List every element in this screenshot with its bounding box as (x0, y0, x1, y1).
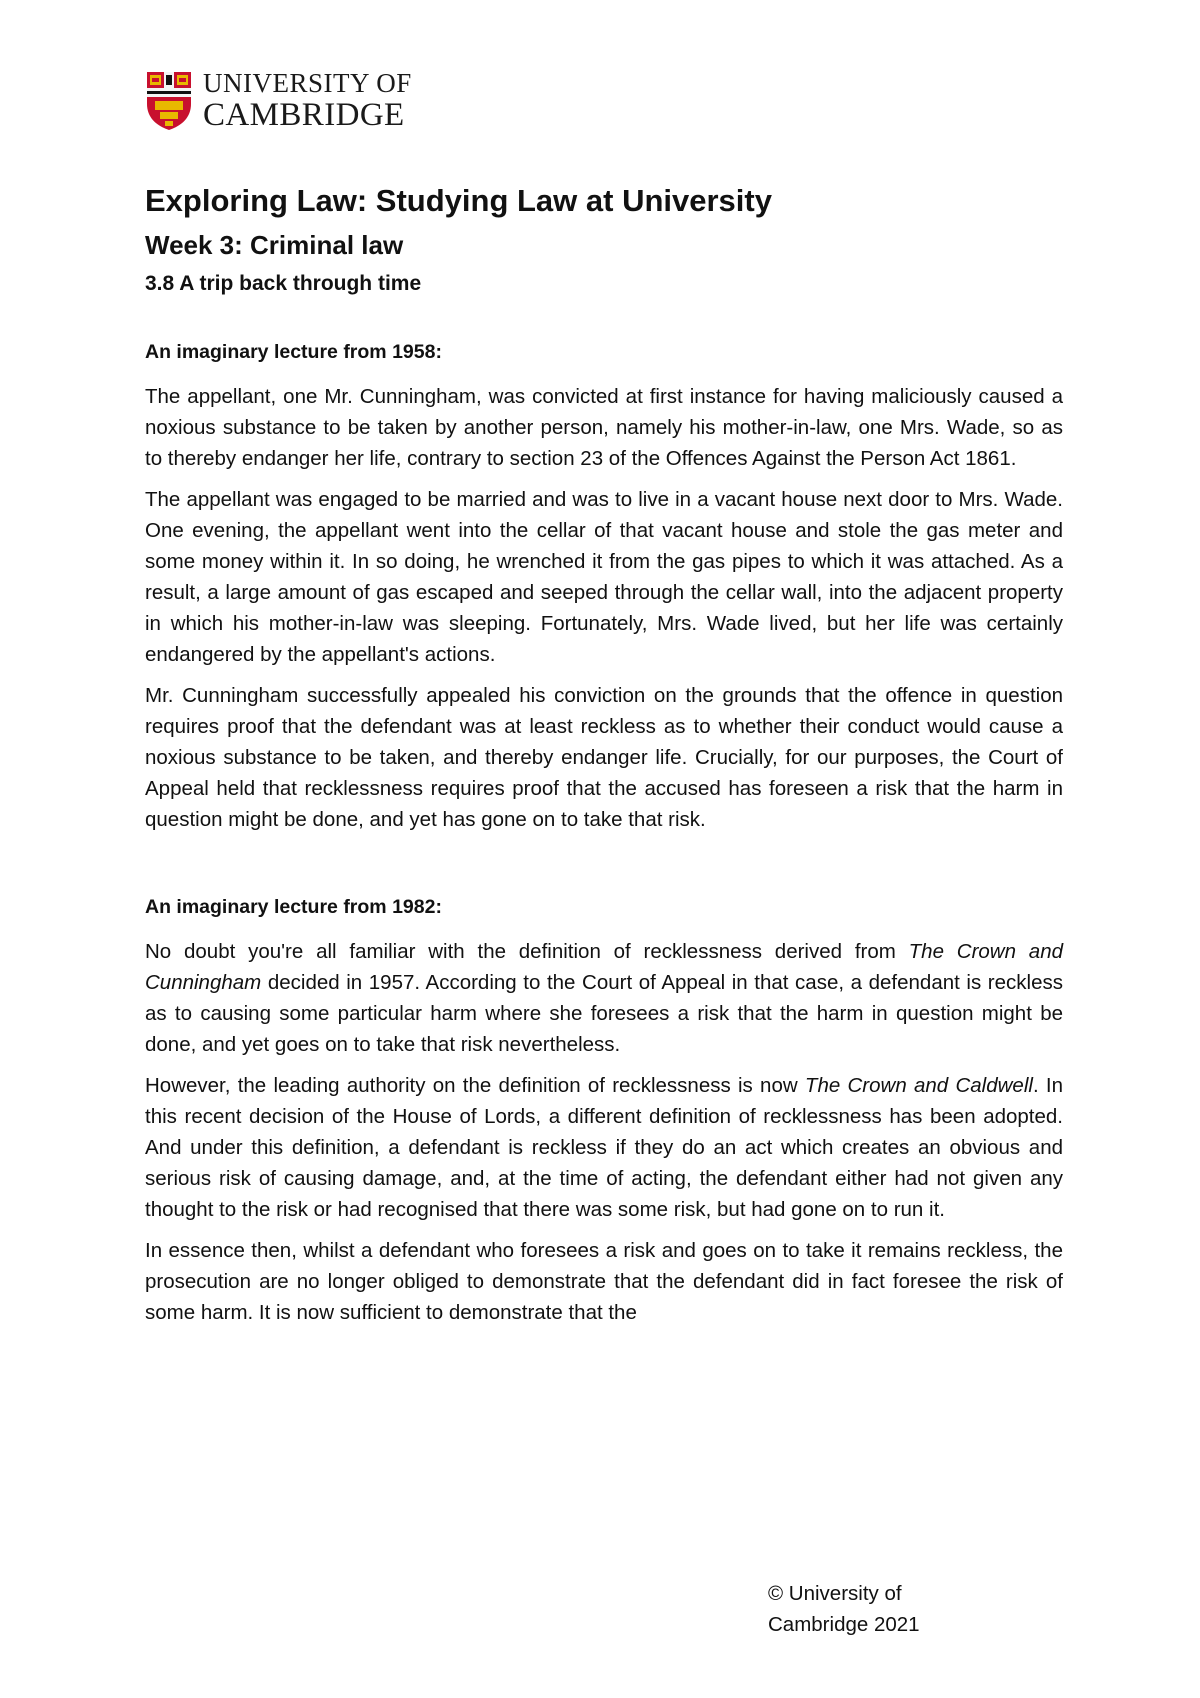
cambridge-shield-icon (145, 70, 193, 132)
logo-wordmark (203, 70, 412, 132)
lecture-1958-paragraph-1: The appellant, one Mr. Cunningham, was convicted at first instance for having maliciously caused a noxious substance to be taken by another person, namely his mother-in-law, one Mrs. Wade, so as to thereby endanger her life, contrary to section 23 of the Offences Against the Person Act 1861. (145, 385, 1063, 471)
section-title: 3.8 A trip back through time (145, 271, 422, 295)
footer-line-1: © University of (768, 1582, 902, 1605)
logo-line-university: UNIVERSITY OF (203, 68, 412, 98)
paragraph-text: . In this recent decision of the House of Lords, a different definition of recklessness has been adopted. And under this definition, a defendant is reckless if they do an act which creates an obvious and serious risk of causing damage, and, at the time of acting, the defendant either had not given any thought to the risk or had recognised that there was some risk, but had gone on to run it. (145, 1074, 1064, 1222)
lecture-1958-heading: An imaginary lecture from 1958: (145, 340, 442, 363)
document-body (145, 182, 1063, 1338)
section-spacer (145, 845, 1063, 893)
paragraph-text: No doubt you're all familiar with the definition of recklessness derived from (145, 940, 909, 964)
lecture-1982-heading: An imaginary lecture from 1982: (145, 896, 442, 919)
footer-line-2: Cambridge 2021 (768, 1613, 920, 1636)
course-title: Exploring Law: Studying Law at University (145, 183, 772, 218)
lecture-1958-paragraph-2: The appellant was engaged to be married and was to live in a vacant house next door to Mrs. Wade. One evening, the appellant went into the cellar of that vacant house and stole the gas meter and some money within it. In so doing, he wrenched it from the gas pipes to which it was attached. As a result, a large amount of gas escaped and seeped through the cellar wall, into the adjacent property in which his mother-in-law was sleeping. Fortunately, Mrs. Wade lived, but her life was certainly endangered by the appellant's actions. (145, 488, 1063, 667)
week-title: Week 3: Criminal law (145, 229, 404, 260)
lecture-1982-paragraph-3: In essence then, whilst a defendant who foresees a risk and goes on to take it remains reckless, the prosecution are no longer obliged to demonstrate that the defendant did in fact foresee the risk of some harm. It is now sufficient to demonstrate that the (145, 1239, 1063, 1325)
case-name-cunningham: The Crown and Cunningham (145, 940, 1063, 995)
paragraph-text: However, the leading authority on the definition of recklessness is now (145, 1074, 805, 1098)
logo-line-cambridge: CAMBRIDGE (203, 97, 405, 133)
paragraph-text: decided in 1957. According to the Court of Appeal in that case, a defendant is reckless as to causing some particular harm where she foresees a risk that the harm in question might be done, and yet goes on to take that risk nevertheless. (145, 971, 1063, 1057)
lecture-1982-paragraph-2 (145, 1070, 1063, 1225)
lecture-1982-paragraph-1 (145, 936, 1063, 1060)
case-name-caldwell: The Crown and Caldwell (804, 1074, 1033, 1098)
copyright-footer (768, 1578, 988, 1640)
university-logo (145, 70, 412, 132)
lecture-1958-paragraph-3: Mr. Cunningham successfully appealed his conviction on the grounds that the offence in question requires proof that the defendant was at least reckless as to whether their conduct would cause a noxious substance to be taken, and thereby endanger life. Crucially, for our purposes, the Court of Appeal held that recklessness requires proof that the accused has foreseen a risk that the harm in question might be done, and yet has gone on to take that risk. (145, 684, 1063, 832)
